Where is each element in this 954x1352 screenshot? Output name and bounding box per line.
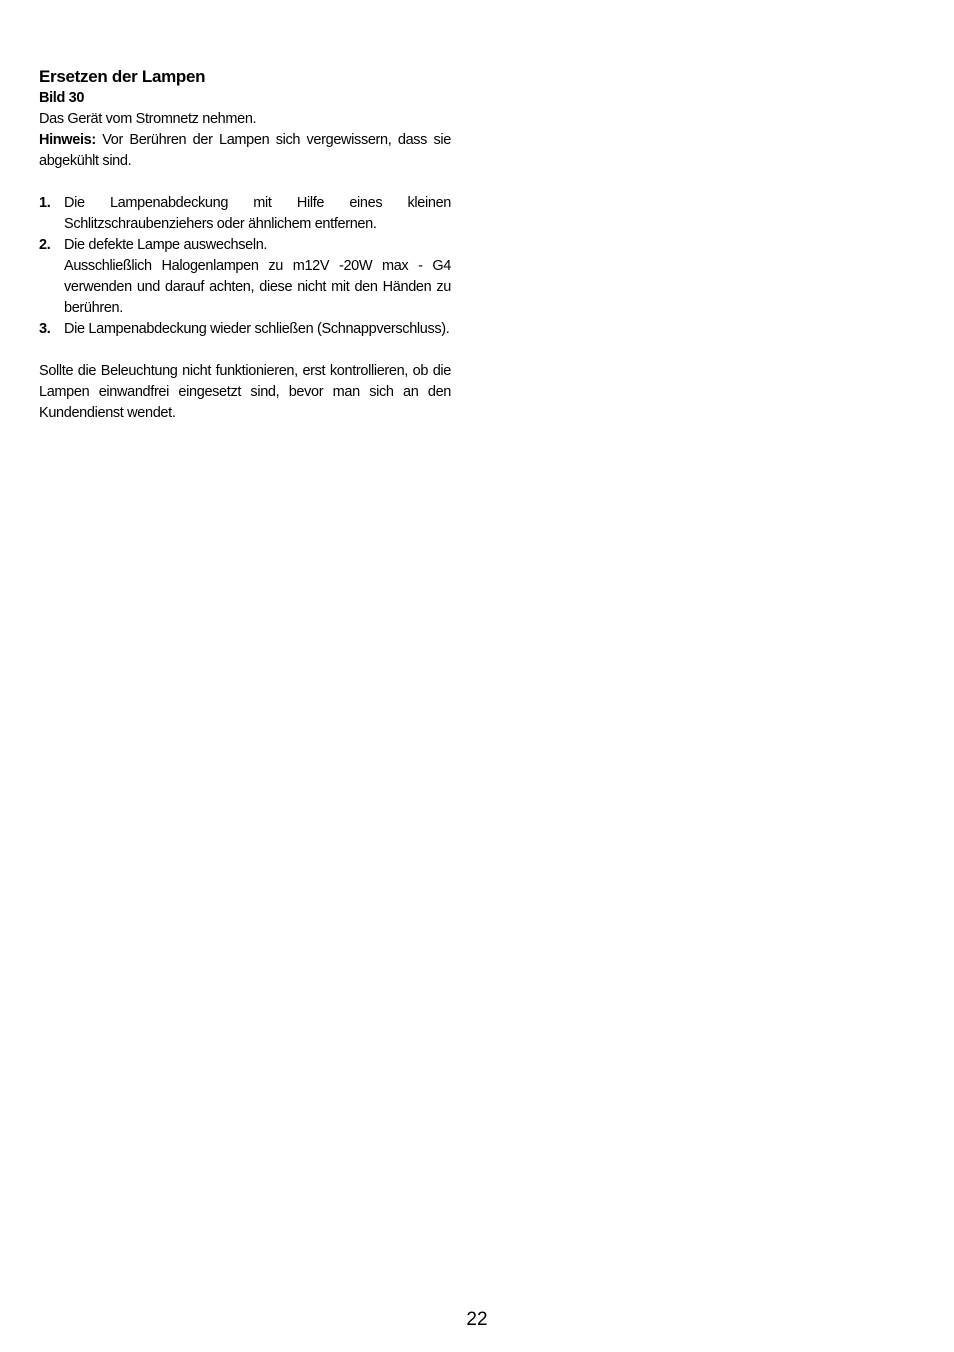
note-label: Hinweis:: [39, 132, 96, 148]
step-item: [39, 319, 451, 340]
figure-reference: Bild 30: [39, 90, 85, 106]
page-number: 22: [466, 1309, 488, 1330]
intro-instruction: Das Gerät vom Stromnetz nehmen.: [39, 111, 257, 127]
step-item: [39, 193, 451, 235]
safety-note: [39, 130, 451, 172]
step-number: 2.: [39, 237, 51, 253]
spacer: [39, 340, 451, 361]
step-item: [39, 235, 451, 319]
step-number: 1.: [39, 195, 51, 211]
step-text: Die Lampenabdeckung mit Hilfe eines kleinen Schlitzschraubenziehers oder ähnlichem entfernen.: [64, 195, 451, 232]
section-heading: Ersetzen der Lampen: [39, 67, 206, 86]
step-text: Die Lampenabdeckung wieder schließen (Schnappverschluss).: [64, 321, 450, 337]
step-number: 3.: [39, 321, 51, 337]
step-detail: Ausschließlich Halogenlampen zu m12V -20W max - G4 verwenden und darauf achten, diese nicht mit den Händen zu berühren.: [64, 258, 451, 316]
spacer: [39, 172, 451, 193]
text-column: [39, 66, 451, 424]
step-text: Die defekte Lampe auswechseln.: [64, 237, 268, 253]
steps-list: [39, 193, 451, 340]
note-text: Vor Berühren der Lampen sich vergewissern, dass sie abgekühlt sind.: [39, 132, 451, 169]
troubleshooting-paragraph: Sollte die Beleuchtung nicht funktionieren, erst kontrollieren, ob die Lampen einwandfrei eingesetzt sind, bevor man sich an den Kundendienst wendet.: [39, 363, 451, 421]
